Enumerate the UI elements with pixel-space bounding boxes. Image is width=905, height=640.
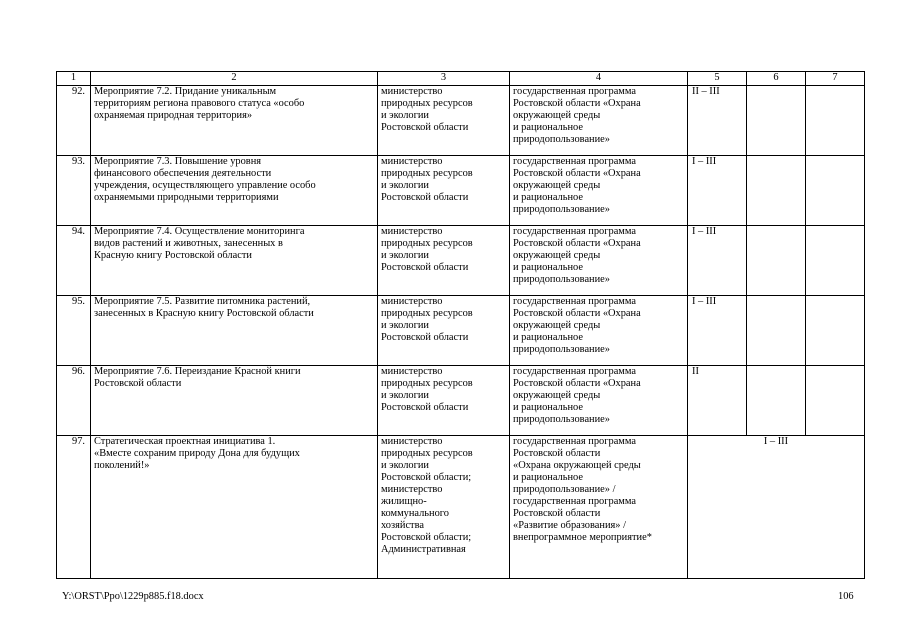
executor-line: природных ресурсов — [381, 378, 473, 389]
program-line: «Охрана окружающей среды — [513, 460, 641, 471]
program-line: и рациональное — [513, 122, 583, 133]
program-line: государственная программа — [513, 156, 636, 167]
program-line: и рациональное — [513, 402, 583, 413]
program-line: окружающей среды — [513, 110, 601, 121]
executor-cell — [378, 86, 510, 156]
period-cell: I – III — [688, 436, 865, 579]
executor-line: Административная — [381, 544, 466, 555]
empty-cell — [806, 156, 865, 226]
executor-line: природных ресурсов — [381, 238, 473, 249]
activity-cell — [91, 86, 378, 156]
activity-cell — [91, 436, 378, 579]
program-line: государственная программа — [513, 86, 636, 97]
executor-line: министерство — [381, 484, 443, 495]
row-number: 93. — [57, 156, 91, 226]
program-cell — [510, 436, 688, 579]
executor-cell — [378, 226, 510, 296]
activity-line: «Вместе сохраним природу Дона для будущих — [94, 448, 300, 459]
activity-line: Мероприятие 7.3. Повышение уровня — [94, 156, 262, 167]
program-line: «Развитие образования» / — [513, 520, 626, 531]
activity-line: Ростовской области — [94, 378, 182, 389]
program-cell — [510, 156, 688, 226]
executor-line: министерство — [381, 226, 443, 237]
activity-line: охраняемая природная территория» — [94, 110, 253, 121]
program-line: природопользование» — [513, 344, 610, 355]
executor-line: министерство — [381, 156, 443, 167]
table-header-row — [57, 72, 865, 86]
column-header: 3 — [378, 72, 510, 86]
row-number: 95. — [57, 296, 91, 366]
program-line: государственная программа — [513, 496, 636, 507]
activity-line: Мероприятие 7.4. Осуществление мониторинга — [94, 226, 305, 237]
table-row — [57, 156, 865, 226]
program-line: природопользование» — [513, 134, 610, 145]
table-row — [57, 436, 865, 579]
executor-line: и экологии — [381, 180, 429, 191]
activity-line: территориям региона правового статуса «особо — [94, 98, 305, 109]
executor-line: и экологии — [381, 320, 429, 331]
activity-cell — [91, 296, 378, 366]
period-cell: II — [688, 366, 747, 436]
program-line: окружающей среды — [513, 180, 601, 191]
program-line: Ростовской области «Охрана — [513, 98, 641, 109]
row-number: 96. — [57, 366, 91, 436]
activity-line: видов растений и животных, занесенных в — [94, 238, 283, 249]
program-cell — [510, 366, 688, 436]
empty-cell — [806, 296, 865, 366]
table-row — [57, 366, 865, 436]
program-line: окружающей среды — [513, 320, 601, 331]
period-cell: I – III — [688, 296, 747, 366]
program-line: и рациональное — [513, 262, 583, 273]
empty-cell — [806, 226, 865, 296]
program-line: государственная программа — [513, 436, 636, 447]
table-row — [57, 296, 865, 366]
empty-cell — [747, 86, 806, 156]
empty-cell — [806, 366, 865, 436]
program-line: и рациональное — [513, 472, 583, 483]
executor-line: Ростовской области — [381, 402, 469, 413]
executor-cell — [378, 366, 510, 436]
period-cell: I – III — [688, 156, 747, 226]
executor-line: и экологии — [381, 110, 429, 121]
activity-line: охраняемыми природными территориями — [94, 192, 279, 203]
executor-line: природных ресурсов — [381, 98, 473, 109]
program-line: природопользование» — [513, 204, 610, 215]
row-number: 97. — [57, 436, 91, 579]
executor-line: и экологии — [381, 250, 429, 261]
activity-line: Мероприятие 7.5. Развитие питомника растений, — [94, 296, 311, 307]
program-line: Ростовской области «Охрана — [513, 238, 641, 249]
executor-cell — [378, 156, 510, 226]
activity-line: Стратегическая проектная инициатива 1. — [94, 436, 276, 447]
activity-cell — [91, 226, 378, 296]
program-line: государственная программа — [513, 366, 636, 377]
period-cell: II – III — [688, 86, 747, 156]
program-cell — [510, 296, 688, 366]
program-line: и рациональное — [513, 332, 583, 343]
column-header: 7 — [806, 72, 865, 86]
executor-line: и экологии — [381, 390, 429, 401]
executor-line: природных ресурсов — [381, 308, 473, 319]
executor-line: Ростовской области; — [381, 472, 472, 483]
empty-cell — [747, 366, 806, 436]
executor-line: и экологии — [381, 460, 429, 471]
empty-cell — [747, 296, 806, 366]
activity-cell — [91, 156, 378, 226]
table-row — [57, 226, 865, 296]
period-cell: I – III — [688, 226, 747, 296]
empty-cell — [747, 226, 806, 296]
program-line: внепрограммное мероприятие* — [513, 532, 652, 543]
program-line: Ростовской области «Охрана — [513, 308, 641, 319]
executor-line: министерство — [381, 366, 443, 377]
activity-line: Мероприятие 7.6. Переиздание Красной книги — [94, 366, 301, 377]
program-line: Ростовской области «Охрана — [513, 168, 641, 179]
column-header: 4 — [510, 72, 688, 86]
column-header: 2 — [91, 72, 378, 86]
column-header: 1 — [57, 72, 91, 86]
executor-line: хозяйства — [381, 520, 424, 531]
page-number: 106 — [838, 591, 854, 602]
program-line: природопользование» — [513, 414, 610, 425]
executor-line: Ростовской области — [381, 332, 469, 343]
program-line: Ростовской области «Охрана — [513, 378, 641, 389]
program-line: окружающей среды — [513, 250, 601, 261]
activity-line: занесенных в Красную книгу Ростовской области — [94, 308, 314, 319]
program-line: природопользование» / — [513, 484, 616, 495]
executor-line: Ростовской области — [381, 192, 469, 203]
activity-line: Красную книгу Ростовской области — [94, 250, 252, 261]
program-line: Ростовской области — [513, 448, 601, 459]
executor-line: министерство — [381, 296, 443, 307]
column-header: 6 — [747, 72, 806, 86]
empty-cell — [806, 86, 865, 156]
table-row — [57, 86, 865, 156]
program-line: Ростовской области — [513, 508, 601, 519]
executor-line: жилищно- — [381, 496, 427, 507]
executor-line: коммунального — [381, 508, 450, 519]
row-number: 92. — [57, 86, 91, 156]
activity-line: учреждения, осуществляющего управление особо — [94, 180, 316, 191]
executor-cell — [378, 296, 510, 366]
activity-line: финансового обеспечения деятельности — [94, 168, 272, 179]
program-line: природопользование» — [513, 274, 610, 285]
activity-line: поколений!» — [94, 460, 150, 471]
executor-line: Ростовской области — [381, 262, 469, 273]
row-number: 94. — [57, 226, 91, 296]
activity-line: Мероприятие 7.2. Придание уникальным — [94, 86, 277, 97]
executor-line: Ростовской области; — [381, 532, 472, 543]
program-cell — [510, 86, 688, 156]
program-cell — [510, 226, 688, 296]
activities-table — [56, 71, 865, 579]
executor-line: министерство — [381, 436, 443, 447]
executor-cell — [378, 436, 510, 579]
executor-line: Ростовской области — [381, 122, 469, 133]
empty-cell — [747, 156, 806, 226]
program-line: окружающей среды — [513, 390, 601, 401]
executor-line: министерство — [381, 86, 443, 97]
footer-file-path: Y:\ORST\Ppo\1229p885.f18.docx — [62, 591, 204, 602]
executor-line: природных ресурсов — [381, 168, 473, 179]
activity-cell — [91, 366, 378, 436]
column-header: 5 — [688, 72, 747, 86]
program-line: государственная программа — [513, 296, 636, 307]
executor-line: природных ресурсов — [381, 448, 473, 459]
program-line: и рациональное — [513, 192, 583, 203]
program-line: государственная программа — [513, 226, 636, 237]
